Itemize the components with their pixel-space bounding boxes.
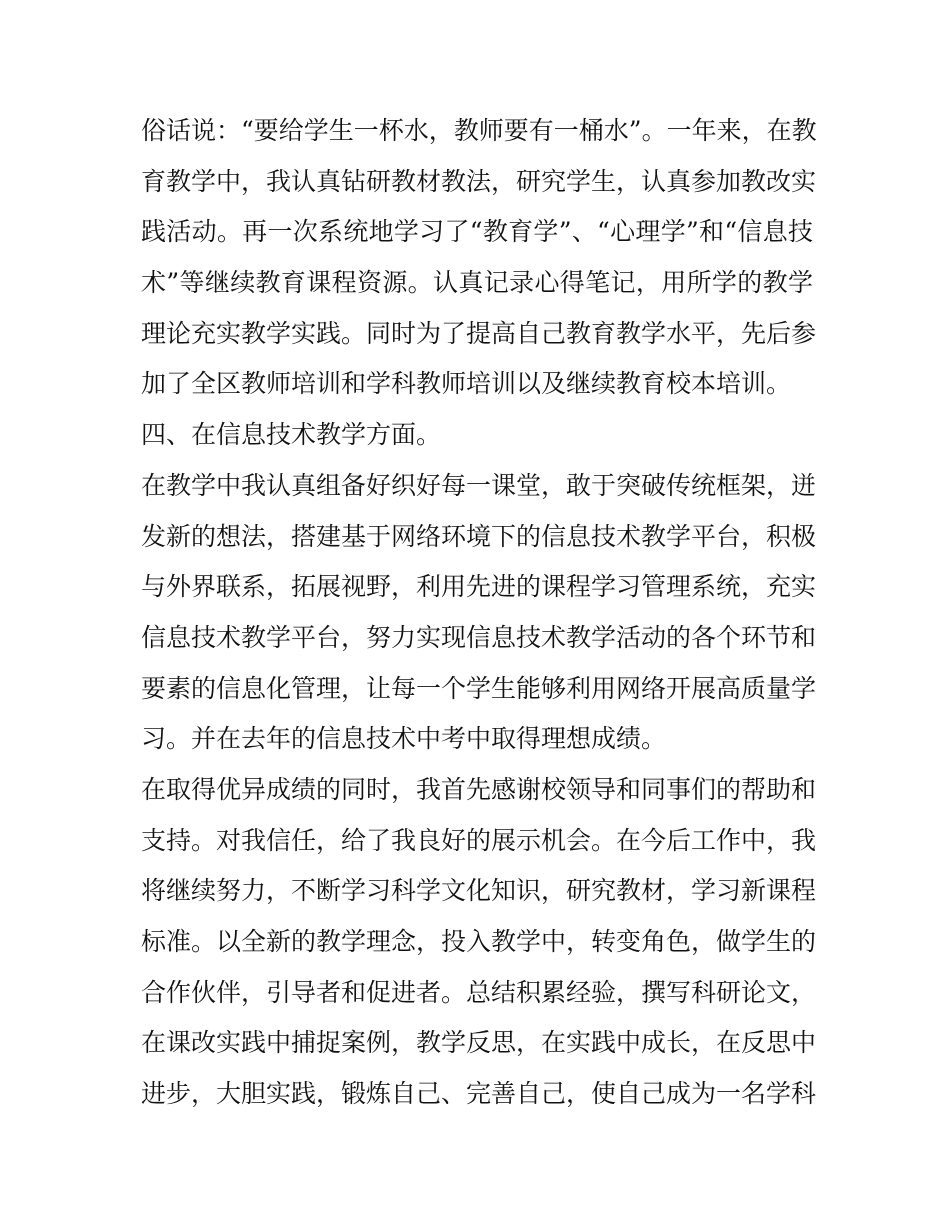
text-line: 信息技术教学平台，努力实现信息技术教学活动的各个环节和 (141, 622, 817, 652)
text-line: 在课改实践中捕捉案例，教学反思，在实践中成长，在反思中 (141, 1028, 817, 1058)
text-line: 习。并在去年的信息技术中考中取得理想成绩。 (141, 724, 667, 754)
text-line: 俗话说：“要给学生一杯水，教师要有一桶水”。一年来，在教 (141, 116, 817, 145)
text-line: 加了全区教师培训和学科教师培训以及继续教育校本培训。 (141, 369, 792, 399)
text-line: 支持。对我信任，给了我良好的展示机会。在今后工作中，我 (141, 825, 817, 855)
text-line: 合作伙伴，引导者和促进者。总结积累经验，撰写科研论文， (141, 977, 817, 1007)
text-line: 理论充实教学实践。同时为了提高自己教育教学水平，先后参 (141, 318, 817, 348)
text-line: 育教学中，我认真钻研教材教法，研究学生，认真参加教改实 (141, 166, 817, 196)
text-line: 要素的信息化管理，让每一个学生能够利用网络开展高质量学 (141, 673, 817, 703)
text-line: 践活动。再一次系统地学习了“教育学”、“心理学”和“信息技 (141, 217, 813, 247)
text-line: 进步，大胆实践，锻炼自己、完善自己，使自己成为一名学科 (141, 1079, 817, 1109)
text-line: 与外界联系，拓展视野，利用先进的课程学习管理系统，充实 (141, 572, 817, 602)
section-heading: 四、在信息技术教学方面。 (141, 420, 442, 450)
text-line: 发新的想法，搭建基于网络环境下的信息技术教学平台，积极 (141, 521, 817, 551)
text-line: 在教学中我认真组备好织好每一课堂，敢于突破传统框架，迸 (141, 470, 817, 500)
text-line: 将继续努力，不断学习科学文化知识，研究教材，学习新课程 (141, 876, 817, 906)
text-line: 标准。以全新的教学理念，投入教学中，转变角色，做学生的 (141, 927, 817, 956)
text-line: 在取得优异成绩的同时，我首先感谢校领导和同事们的帮助和 (141, 774, 817, 804)
text-line: 术”等继续教育课程资源。认真记录心得笔记，用所学的教学 (141, 268, 813, 298)
body-text (141, 106, 817, 1120)
